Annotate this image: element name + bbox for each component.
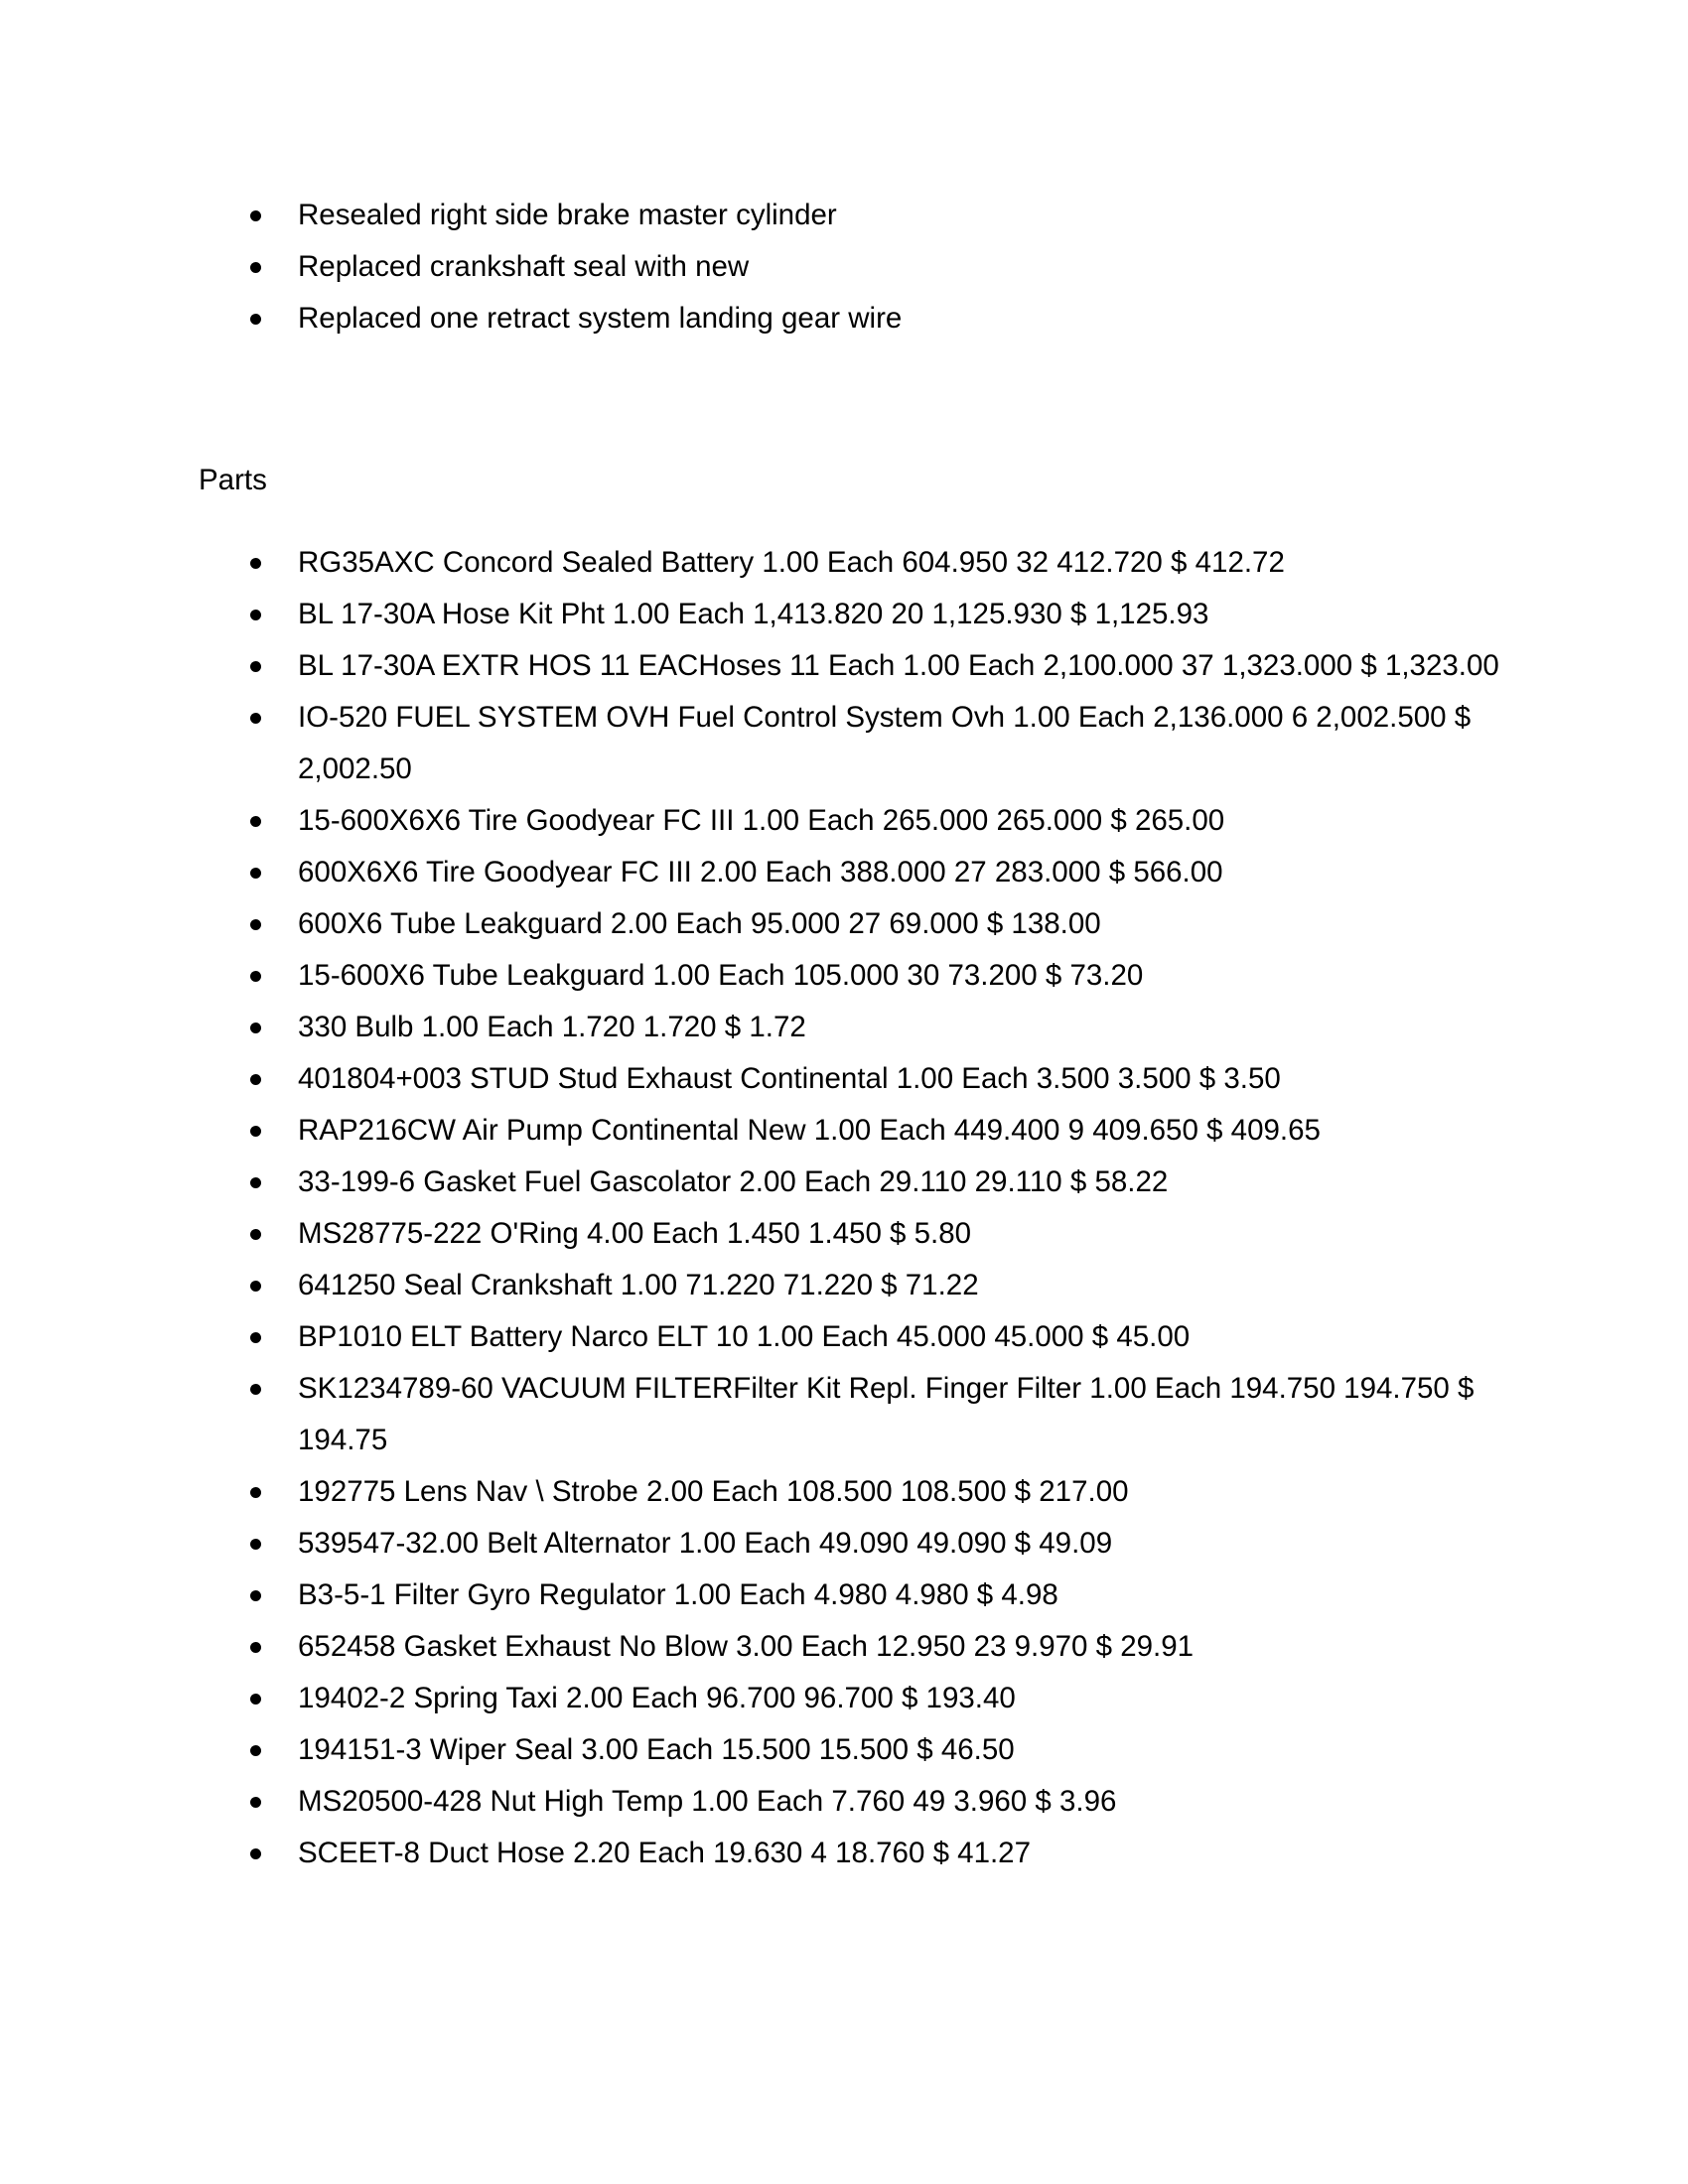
work-item-text: Replaced crankshaft seal with new — [298, 250, 750, 283]
part-item — [0, 1208, 1499, 1260]
bullet-icon — [250, 919, 261, 930]
part-item-text: SCEET-8 Duct Hose 2.20 Each 19.630 4 18.760 $ 41.27 — [298, 1837, 1031, 1869]
bullet-icon — [250, 610, 261, 620]
part-item-text: 15-600X6 Tube Leakguard 1.00 Each 105.000 30 73.200 $ 73.20 — [298, 959, 1144, 992]
part-item — [0, 1363, 1499, 1466]
work-item — [0, 241, 1499, 293]
work-item — [0, 190, 1499, 241]
work-item-text: Resealed right side brake master cylinder — [298, 199, 837, 231]
part-item — [0, 795, 1499, 847]
work-item — [0, 293, 1499, 344]
part-item-text: RG35AXC Concord Sealed Battery 1.00 Each 604.950 32 412.720 $ 412.72 — [298, 546, 1285, 579]
bullet-icon — [250, 1177, 261, 1188]
bullet-icon — [250, 314, 261, 325]
bullet-icon — [250, 1745, 261, 1756]
bullet-icon — [250, 971, 261, 982]
part-item — [0, 640, 1499, 692]
part-item-text: 192775 Lens Nav \ Strobe 2.00 Each 108.500 108.500 $ 217.00 — [298, 1475, 1129, 1508]
work-item-text: Replaced one retract system landing gear wire — [298, 302, 903, 335]
part-item — [0, 1570, 1499, 1621]
part-item-text: RAP216CW Air Pump Continental New 1.00 Each 449.400 9 409.650 $ 409.65 — [298, 1114, 1321, 1147]
bullet-icon — [250, 661, 261, 672]
bullet-icon — [250, 816, 261, 827]
part-item — [0, 898, 1499, 950]
bullet-icon — [250, 1126, 261, 1137]
parts-heading: Parts — [199, 464, 267, 496]
bullet-icon — [250, 1384, 261, 1395]
bullet-icon — [250, 1229, 261, 1240]
bullet-icon — [250, 868, 261, 879]
part-item-text: 600X6X6 Tire Goodyear FC III 2.00 Each 388.000 27 283.000 $ 566.00 — [298, 856, 1223, 888]
part-item-text: 652458 Gasket Exhaust No Blow 3.00 Each 12.950 23 9.970 $ 29.91 — [298, 1630, 1195, 1663]
part-item — [0, 1466, 1499, 1518]
bullet-icon — [250, 558, 261, 569]
bullet-icon — [250, 1281, 261, 1292]
part-item-text: MS28775-222 O'Ring 4.00 Each 1.450 1.450 $ 5.80 — [298, 1217, 972, 1250]
part-item — [0, 1002, 1499, 1053]
bullet-icon — [250, 1694, 261, 1705]
part-item — [0, 1311, 1499, 1363]
part-item-text: 15-600X6X6 Tire Goodyear FC III 1.00 Each 265.000 265.000 $ 265.00 — [298, 804, 1225, 837]
bullet-icon — [250, 1332, 261, 1343]
bullet-icon — [250, 1487, 261, 1498]
part-item-text: SK1234789-60 VACUUM FILTERFilter Kit Repl. Finger Filter 1.00 Each 194.750 194.750 $ 194.75 — [298, 1372, 1475, 1456]
part-item-text: 194151-3 Wiper Seal 3.00 Each 15.500 15.500 $ 46.50 — [298, 1733, 1015, 1766]
part-item-text: IO-520 FUEL SYSTEM OVH Fuel Control System Ovh 1.00 Each 2,136.000 6 2,002.500 $ 2,002.50 — [298, 701, 1472, 785]
bullet-icon — [250, 262, 261, 273]
bullet-icon — [250, 1590, 261, 1601]
part-item — [0, 692, 1499, 795]
part-item-text: 33-199-6 Gasket Fuel Gascolator 2.00 Each 29.110 29.110 $ 58.22 — [298, 1165, 1169, 1198]
part-item — [0, 1776, 1499, 1828]
part-item — [0, 1518, 1499, 1570]
bullet-icon — [250, 1848, 261, 1859]
part-item — [0, 950, 1499, 1002]
part-item-text: 401804+003 STUD Stud Exhaust Continental 1.00 Each 3.500 3.500 $ 3.50 — [298, 1062, 1281, 1095]
bullet-icon — [250, 1539, 261, 1550]
part-item-text: 600X6 Tube Leakguard 2.00 Each 95.000 27 69.000 $ 138.00 — [298, 907, 1101, 940]
part-item-text: BL 17-30A EXTR HOS 11 EACHoses 11 Each 1.00 Each 2,100.000 37 1,323.000 $ 1,323.00 — [298, 649, 1499, 682]
part-item — [0, 1724, 1499, 1776]
part-item-text: 330 Bulb 1.00 Each 1.720 1.720 $ 1.72 — [298, 1011, 806, 1043]
bullet-icon — [250, 1074, 261, 1085]
part-item-text: BL 17-30A Hose Kit Pht 1.00 Each 1,413.820 20 1,125.930 $ 1,125.93 — [298, 598, 1209, 630]
parts-list — [0, 537, 1499, 1879]
work-performed-list — [0, 190, 1499, 344]
part-item — [0, 537, 1499, 589]
part-item — [0, 1828, 1499, 1879]
part-item — [0, 1157, 1499, 1208]
part-item-text: 539547-32.00 Belt Alternator 1.00 Each 49.090 49.090 $ 49.09 — [298, 1527, 1113, 1560]
part-item — [0, 1053, 1499, 1105]
part-item — [0, 1673, 1499, 1724]
part-item — [0, 1260, 1499, 1311]
part-item — [0, 1621, 1499, 1673]
bullet-icon — [250, 210, 261, 221]
bullet-icon — [250, 1797, 261, 1808]
part-item-text: B3-5-1 Filter Gyro Regulator 1.00 Each 4.980 4.980 $ 4.98 — [298, 1578, 1058, 1611]
part-item — [0, 589, 1499, 640]
part-item-text: 641250 Seal Crankshaft 1.00 71.220 71.220 $ 71.22 — [298, 1269, 979, 1301]
part-item-text: 19402-2 Spring Taxi 2.00 Each 96.700 96.700 $ 193.40 — [298, 1682, 1016, 1714]
bullet-icon — [250, 1023, 261, 1033]
part-item — [0, 847, 1499, 898]
part-item-text: BP1010 ELT Battery Narco ELT 10 1.00 Each 45.000 45.000 $ 45.00 — [298, 1320, 1191, 1353]
bullet-icon — [250, 1642, 261, 1653]
part-item-text: MS20500-428 Nut High Temp 1.00 Each 7.760 49 3.960 $ 3.96 — [298, 1785, 1117, 1818]
bullet-icon — [250, 713, 261, 724]
part-item — [0, 1105, 1499, 1157]
